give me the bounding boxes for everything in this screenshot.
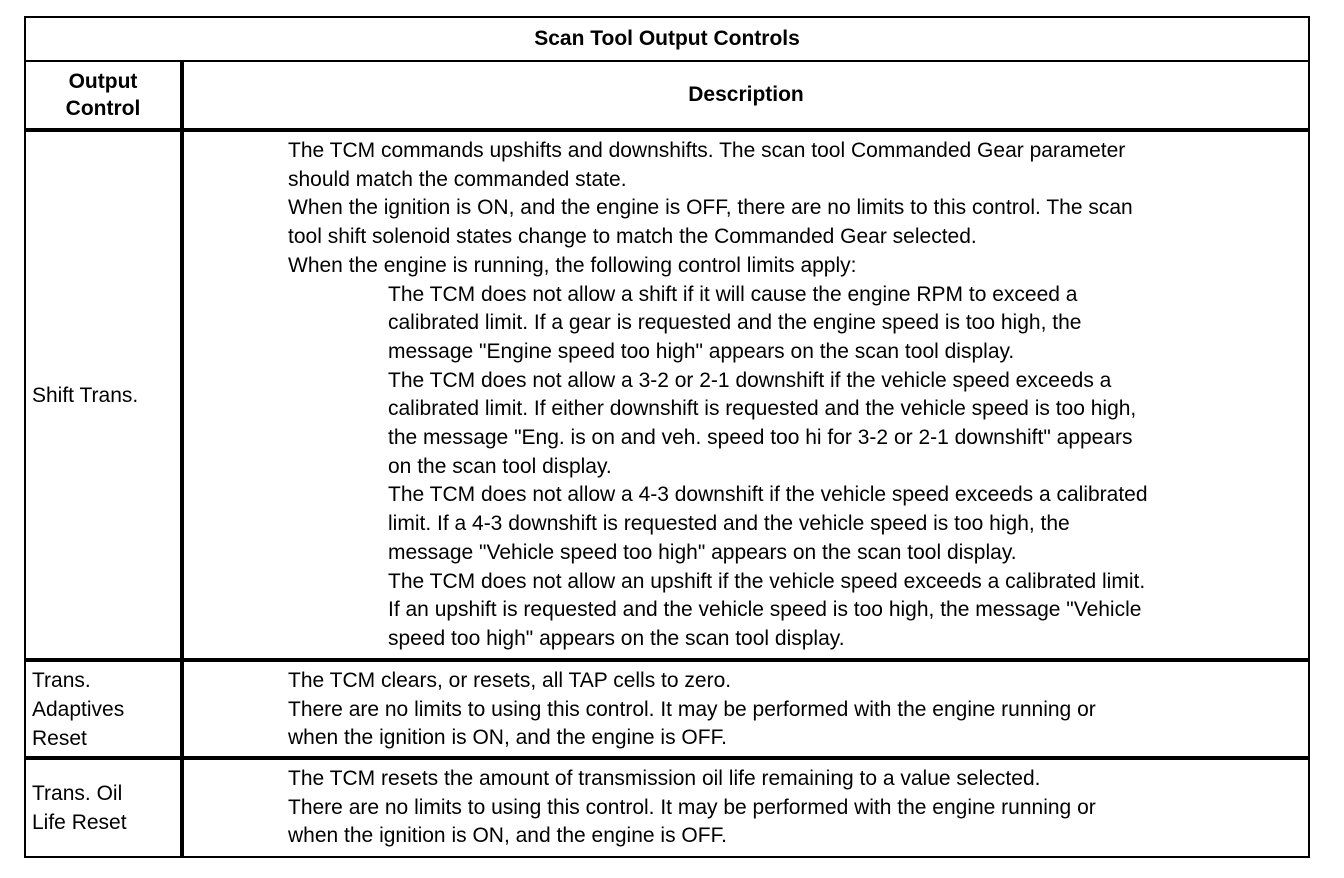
desc-line: There are no limits to using this control. It may be performed with the engine running or <box>288 795 1096 819</box>
desc-line: The TCM clears, or resets, all TAP cells to zero. <box>288 669 732 692</box>
desc-indented-line: on the scan tool display. <box>388 454 612 478</box>
desc-indented-line: The TCM does not allow a 3-2 or 2-1 downshift if the vehicle speed exceeds a <box>388 368 1112 392</box>
row-label <box>32 760 178 856</box>
desc-line: The TCM commands upshifts and downshifts. The scan tool Commanded Gear parameter <box>288 139 1126 162</box>
desc-indented-line: the message "Eng. is on and veh. speed too hi for 3-2 or 2-1 downshift" appears <box>388 426 1133 450</box>
header-output-control-line: Output <box>68 70 138 93</box>
table-title: Scan Tool Output Controls <box>26 18 1308 62</box>
header-description: Description <box>688 83 804 106</box>
desc-indented-line: The TCM does not allow an upshift if the vehicle speed exceeds a calibrated limit. <box>388 569 1146 593</box>
desc-indented-line: The TCM does not allow a 4-3 downshift if the vehicle speed exceeds a calibrated <box>388 483 1148 507</box>
table-row-trans-adaptives-reset <box>26 662 1308 760</box>
row-label-line: Trans. <box>32 668 91 692</box>
desc-line: when the ignition is ON, and the engine is OFF. <box>288 726 727 750</box>
table-row-shift-trans <box>26 132 1308 662</box>
row-label-line: Adaptives <box>32 697 125 721</box>
desc-indented-line: calibrated limit. If either downshift is requested and the vehicle speed is too high, <box>388 397 1137 421</box>
desc-indented-line: limit. If a 4-3 downshift is requested and the vehicle speed is too high, the <box>388 512 1070 536</box>
desc-indented-line: message "Engine speed too high" appears on the scan tool display. <box>388 339 1015 363</box>
desc-line: When the ignition is ON, and the engine is OFF, there are no limits to this control. The scan <box>288 196 1133 220</box>
desc-line: tool shift solenoid states change to match the Commanded Gear selected. <box>288 225 977 249</box>
header-output-control <box>26 62 180 128</box>
header-output-control-line: Control <box>65 97 141 120</box>
row-description <box>288 137 1300 654</box>
row-label: Shift Trans. <box>32 383 139 407</box>
output-controls-table <box>24 16 1310 858</box>
row-label <box>32 662 178 756</box>
desc-line: There are no limits to using this control. It may be performed with the engine running or <box>288 697 1096 721</box>
desc-indented-line: message "Vehicle speed too high" appears on the scan tool display. <box>388 540 1017 564</box>
desc-indented-line: calibrated limit. If a gear is requested and the engine speed is too high, the <box>388 311 1082 335</box>
row-label-line: Trans. Oil <box>32 782 123 805</box>
desc-indented-line: The TCM does not allow a shift if it will cause the engine RPM to exceed a <box>388 282 1078 306</box>
desc-line: When the engine is running, the following control limits apply: <box>288 253 857 277</box>
row-description <box>288 667 1300 753</box>
desc-indented-line: speed too high" appears on the scan tool display. <box>388 626 845 650</box>
desc-line: when the ignition is ON, and the engine is OFF. <box>288 824 727 848</box>
row-label-line: Life Reset <box>32 811 127 834</box>
desc-line: should match the commanded state. <box>288 167 627 191</box>
row-description <box>288 765 1300 851</box>
desc-indented-line: If an upshift is requested and the vehicle speed is too high, the message "Vehicle <box>388 598 1142 622</box>
table-row-trans-oil-life-reset <box>26 760 1308 856</box>
desc-line: The TCM resets the amount of transmission oil life remaining to a value selected. <box>288 767 1041 790</box>
row-label-line: Reset <box>32 726 87 750</box>
table-header-row <box>26 62 1308 132</box>
